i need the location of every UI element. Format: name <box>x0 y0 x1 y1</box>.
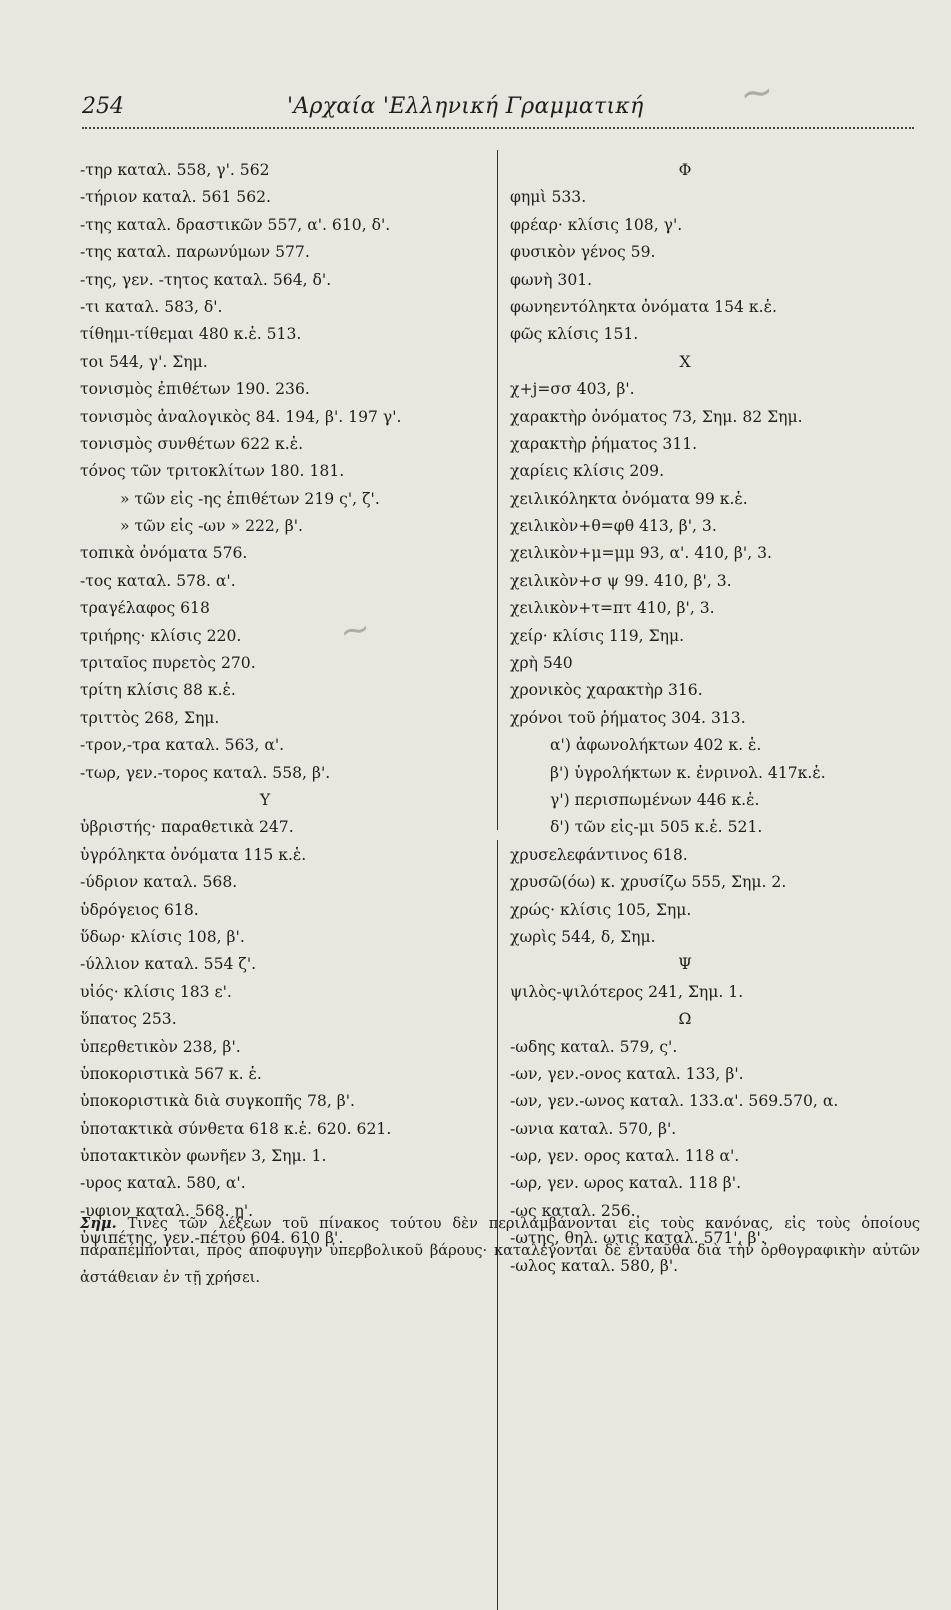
index-entry: ὑποκοριστικὰ διὰ συγκοπῆς 78, β'. <box>80 1092 356 1111</box>
index-entry: -ων, γεν.-ωνος καταλ. 133.α'. 569.570, α. <box>510 1092 839 1111</box>
page-header <box>82 94 922 126</box>
pencil-signature-mark: ~ <box>736 67 777 119</box>
index-entry: δ') τῶν εἰς-μι 505 κ.ἑ. 521. <box>550 818 763 837</box>
index-entry: β') ὑγρολήκτων κ. ἐνρινολ. 417κ.ἑ. <box>550 763 826 782</box>
index-entry: -ωρ, γεν. ωρος καταλ. 118 β'. <box>510 1174 742 1193</box>
index-entry: -ως καταλ. 256. <box>510 1201 636 1220</box>
section-letter: Υ <box>259 790 271 809</box>
index-entry: -τος καταλ. 578. α'. <box>80 571 236 590</box>
index-entry: χρώς· κλίσις 105, Σημ. <box>510 900 692 919</box>
index-entry: χρυσῶ(όω) κ. χρυσίζω 555, Σημ. 2. <box>510 873 787 892</box>
index-entry: -ωνια καταλ. 570, β'. <box>510 1119 677 1138</box>
index-entry: » τῶν εἰς -ων » 222, β'. <box>120 517 304 536</box>
index-entry: υἱός· κλίσις 183 ε'. <box>80 982 232 1001</box>
section-letter: Ψ <box>678 955 692 974</box>
index-entry: ὑβριστής· παραθετικὰ 247. <box>80 818 294 837</box>
index-entry: τοπικὰ ὀνόματα 576. <box>80 544 248 563</box>
section-letter: Χ <box>679 352 691 371</box>
footnote-label: Σημ. <box>80 1215 117 1232</box>
index-entry: φυσικὸν γένος 59. <box>510 243 656 262</box>
index-entry: χειλικὸν+μ=μμ 93, α'. 410, β', 3. <box>510 544 773 563</box>
index-entry: ὑψιπέτης, γεν.-πέτου 604. 610 β'. <box>80 1229 344 1248</box>
index-entry: τίθημι-τίθεμαι 480 κ.ἑ. 513. <box>80 325 302 344</box>
index-entry: χειλικόληκτα ὀνόματα 99 κ.ἑ. <box>510 489 748 508</box>
index-entry: -τρον,-τρα καταλ. 563, α'. <box>80 736 285 755</box>
index-entry: χαρακτὴρ ῥήματος 311. <box>510 434 698 453</box>
index-entry: ὑποκοριστικὰ 567 κ. ἑ. <box>80 1064 262 1083</box>
index-entry: α') ἀφωνολήκτων 402 κ. ἑ. <box>550 736 762 755</box>
index-entry: χειλικὸν+τ=πτ 410, β', 3. <box>510 599 715 618</box>
index-entry: χείρ· κλίσις 119, Σημ. <box>510 626 685 645</box>
section-letter: Φ <box>678 161 692 179</box>
index-entry: χρόνοι τοῦ ῥήματος 304. 313. <box>510 708 746 727</box>
section-letter: Ω <box>678 1010 692 1029</box>
index-entry: τοι 544, γ'. Σημ. <box>80 352 208 371</box>
index-entry: φημὶ 533. <box>510 188 587 207</box>
index-entry: -της καταλ. παρωνύμων 577. <box>80 243 310 262</box>
index-entry: τόνος τῶν τριτοκλίτων 180. 181. <box>80 462 345 481</box>
index-entry: χρονικὸς χαρακτὴρ 316. <box>510 681 703 700</box>
index-entry: ὑδρόγειος 618. <box>80 900 199 919</box>
index-entry: -ύλλιον καταλ. 554 ζ'. <box>80 955 257 974</box>
index-entry: » τῶν εἰς -ης ἐπιθέτων 219 ς', ζ'. <box>120 489 380 508</box>
index-entry: χαρίεις κλίσις 209. <box>510 462 665 481</box>
index-entry: τραγέλαφος 618 <box>80 599 210 618</box>
index-entry: τονισμὸς ἐπιθέτων 190. 236. <box>80 380 310 399</box>
index-entry: τονισμὸς ἀναλογικὸς 84. 194, β'. 197 γ'. <box>80 407 402 426</box>
index-entry: χαρακτὴρ ὀνόματος 73, Σημ. 82 Σημ. <box>510 407 803 426</box>
index-entry: ψιλὸς-ψιλότερος 241, Σημ. 1. <box>510 982 744 1001</box>
index-entry: -ωρ, γεν. ορος καταλ. 118 α'. <box>510 1147 740 1166</box>
footnote-text: Τινὲς τῶν λέξεων τοῦ πίνακος τούτου δὲν περιλαμβάνονται εἰς τοὺς κανόνας, εἰς τοὺς ὁποίους παραπέμπονται, πρὸς ἀποφυγὴν ὑπερβολικοῦ βάρους· καταλέγονται δὲ ἐνταῦθα διὰ τὴν ὀρθογραφικὴν αὐτῶν ἀστάθειαν ἐν τῇ χρήσει. <box>80 1215 920 1286</box>
index-entry: τρίτη κλίσις 88 κ.ἑ. <box>80 681 236 700</box>
index-entry: -τήριον καταλ. 561 562. <box>80 188 272 207</box>
index-entry: φῶς κλίσις 151. <box>510 325 639 344</box>
index-column-left <box>80 157 490 1253</box>
index-entry: χρὴ 540 <box>510 654 573 673</box>
index-entry: ὑπερθετικὸν 238, β'. <box>80 1037 241 1056</box>
index-entry: χειλικὸν+θ=φθ 413, β', 3. <box>510 517 717 536</box>
index-entry: φωνηεντόληκτα ὀνόματα 154 κ.ἑ. <box>510 297 777 316</box>
index-entry: φωνὴ 301. <box>510 270 593 289</box>
index-entry: ὕδωρ· κλίσις 108, β'. <box>80 927 245 946</box>
pencil-scribble-mark: ~ <box>336 607 374 654</box>
index-entry: τριταῖος πυρετὸς 270. <box>80 654 256 673</box>
page-number: 254 <box>82 94 124 119</box>
index-entry: ὕπατος 253. <box>80 1010 177 1029</box>
index-entry: ὑγρόληκτα ὀνόματα 115 κ.ἑ. <box>80 845 307 864</box>
index-entry: -τωρ, γεν.-τορος καταλ. 558, β'. <box>80 763 331 782</box>
index-entry: χωρὶς 544, δ, Σημ. <box>510 927 656 946</box>
index-column-right <box>510 157 930 1280</box>
header-dotted-rule <box>82 127 914 129</box>
index-entry: τονισμὸς συνθέτων 622 κ.ἑ. <box>80 434 304 453</box>
index-entry: χ+j=σσ 403, β'. <box>510 380 635 399</box>
index-entry: τριττὸς 268, Σημ. <box>80 708 220 727</box>
index-entry: -ύδριον καταλ. 568. <box>80 873 238 892</box>
index-entry: -τηρ καταλ. 558, γ'. 562 <box>80 161 270 179</box>
index-entry: -της, γεν. -τητος καταλ. 564, δ'. <box>80 270 332 289</box>
index-entry: τριήρης· κλίσις 220. <box>80 626 242 645</box>
index-entry: -τι καταλ. 583, δ'. <box>80 297 223 316</box>
index-entry: χρυσελεφάντινος 618. <box>510 845 688 864</box>
index-entry: ὑποτακτικὰ σύνθετα 618 κ.ἑ. 620. 621. <box>80 1119 392 1138</box>
index-entry: χειλικὸν+σ ψ 99. 410, β', 3. <box>510 571 732 590</box>
column-divider <box>497 150 498 830</box>
index-entry: -ωδης καταλ. 579, ς'. <box>510 1037 678 1056</box>
running-title: 'Αρχαία 'Ελληνική Γραμματική <box>287 94 644 119</box>
index-entry: -ωλος καταλ. 580, β'. <box>510 1256 679 1275</box>
index-entry: ὑποτακτικὸν φωνῆεν 3, Σημ. 1. <box>80 1147 327 1166</box>
index-entry: γ') περισπωμένων 446 κ.ἑ. <box>550 790 760 809</box>
index-entry: -ωτης, θηλ. ωτις καταλ. 571', β'. <box>510 1229 766 1248</box>
index-entry: -ων, γεν.-ονος καταλ. 133, β'. <box>510 1064 744 1083</box>
index-entry: -της καταλ. δραστικῶν 557, α'. 610, δ'. <box>80 215 391 234</box>
footnote <box>80 1210 920 1291</box>
index-entry: -υφιον καταλ. 568. η'. <box>80 1201 254 1220</box>
index-entry: -υρος καταλ. 580, α'. <box>80 1174 246 1193</box>
index-entry: φρέαρ· κλίσις 108, γ'. <box>510 215 683 234</box>
